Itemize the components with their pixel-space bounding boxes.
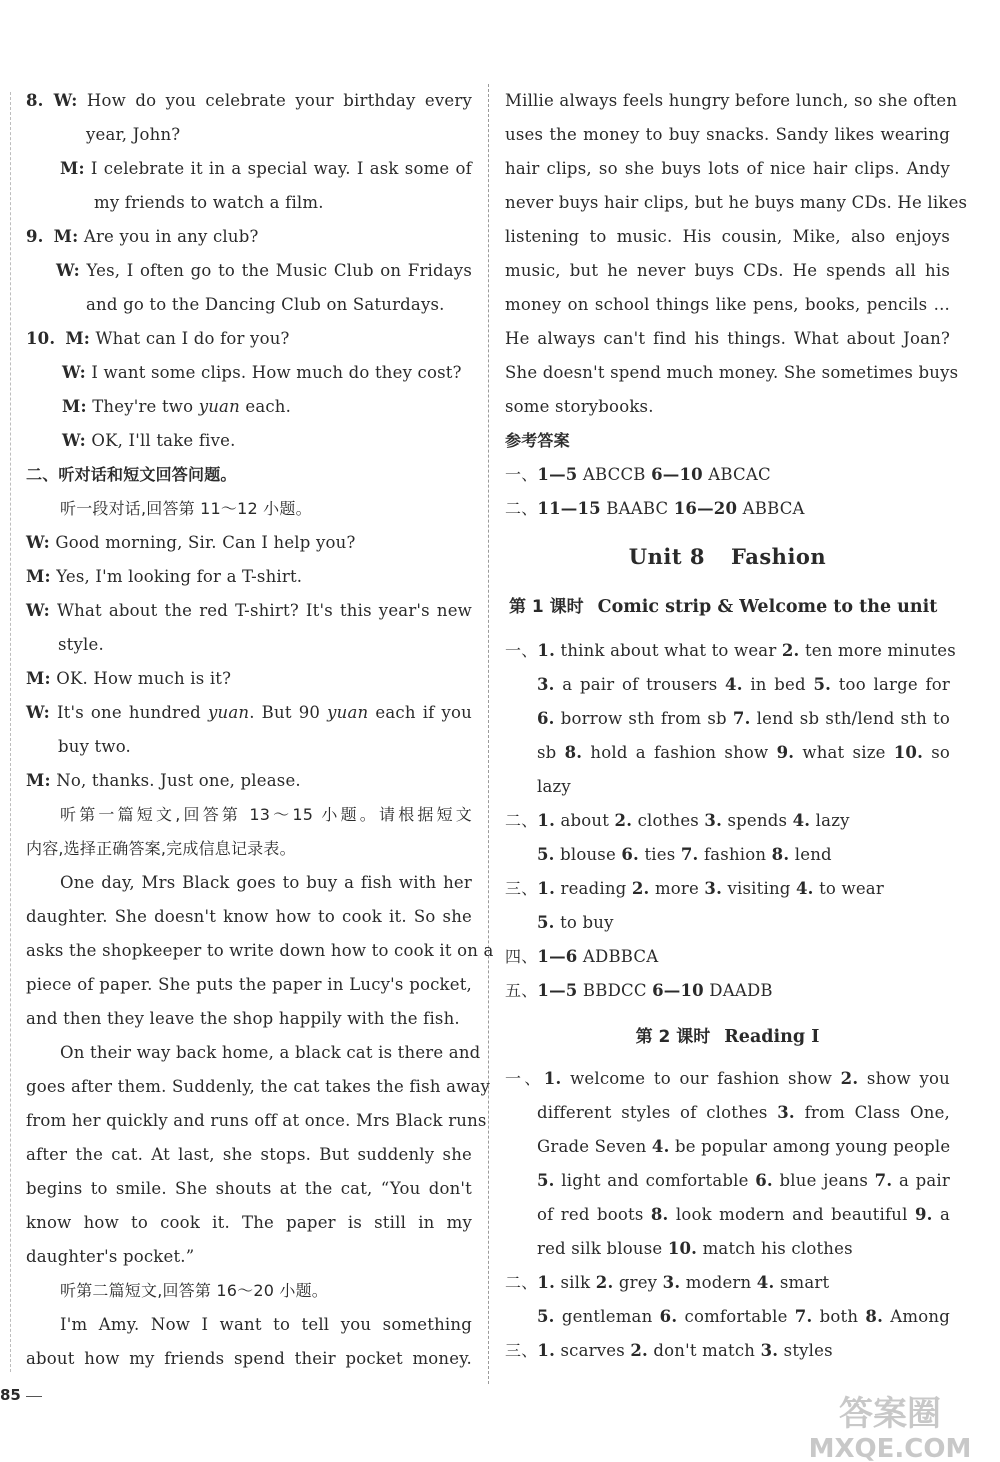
line-text: a pair of trousers — [554, 675, 726, 694]
unit-name: Fashion — [730, 544, 827, 569]
line-text: think about what to wear — [555, 641, 782, 660]
item-marker: 6. — [537, 709, 555, 728]
text-line — [26, 1104, 487, 1138]
text-line — [505, 1096, 950, 1130]
line-text: year, John? — [86, 125, 181, 144]
line-text: hold a fashion show — [582, 743, 777, 762]
text-line — [505, 322, 950, 356]
item-marker: 5. — [537, 1307, 555, 1326]
italic-text: yuan — [327, 703, 369, 722]
chinese-text: 一、 — [505, 641, 538, 660]
chinese-text: 五、 — [505, 981, 538, 1000]
item-marker: 1—6 — [537, 947, 578, 966]
text-line — [26, 390, 472, 424]
line-text: . But 90 — [249, 703, 328, 722]
line-text: Are you in any club? — [78, 227, 259, 246]
line-text: blouse — [554, 845, 622, 864]
line-text: smart — [774, 1273, 830, 1292]
item-marker: 6—10 — [651, 465, 703, 484]
item-marker: 3. — [704, 811, 723, 830]
line-text: DAADB — [703, 981, 773, 1000]
line-text: Yes, I'm looking for a T-shirt. — [50, 567, 303, 586]
line-text: and then they leave the shop happily with the fish. — [26, 1009, 460, 1028]
item-marker: 2. — [614, 811, 633, 830]
italic-text: yuan — [207, 703, 250, 722]
line-text: fashion — [698, 845, 772, 864]
text-line — [26, 458, 472, 492]
text-line — [505, 940, 950, 974]
line-text: buy two. — [58, 737, 131, 756]
line-text: show you — [858, 1069, 951, 1088]
text-line — [26, 662, 472, 696]
item-marker: 6. — [755, 1171, 773, 1190]
text-line — [505, 872, 950, 906]
text-line — [26, 220, 472, 254]
item-marker: 11—15 — [537, 499, 601, 518]
item-marker: 10. — [667, 1239, 698, 1258]
lesson-2-name: Reading Ⅰ — [724, 1027, 820, 1047]
item-marker: 1. — [537, 1273, 556, 1292]
line-text: spends — [722, 811, 793, 830]
line-text: piece of paper. She puts the paper in Lucy's pocket, — [26, 975, 472, 994]
right-column — [505, 84, 968, 1368]
chinese-text: 三、 — [505, 1341, 538, 1360]
text-line — [26, 322, 472, 356]
item-marker: W: — [56, 261, 80, 280]
item-marker: W: — [26, 601, 50, 620]
line-text: asks the shopkeeper to write down how to cook it on a — [26, 941, 494, 960]
line-text: welcome to our fashion show — [561, 1069, 841, 1088]
lesson-2-number: 第 2 课时 — [635, 1027, 711, 1047]
chinese-text: 听第二篇短文,回答第 16～20 小题。 — [60, 1281, 328, 1300]
line-text: ties — [639, 845, 681, 864]
item-marker: 7. — [874, 1171, 893, 1190]
line-text: ten more minutes — [799, 641, 956, 660]
line-text: They're two — [86, 397, 199, 416]
line-text: to buy — [554, 913, 614, 932]
line-text: my friends to watch a film. — [94, 193, 324, 212]
text-line — [26, 1206, 472, 1240]
chinese-text: 一、 — [505, 465, 538, 484]
lesson-1-answers — [505, 634, 956, 1008]
line-text: What can I do for you? — [90, 329, 290, 348]
text-line — [26, 866, 472, 900]
chinese-text: 参考答案 — [505, 431, 570, 450]
line-text: different styles of clothes — [537, 1103, 778, 1122]
line-text: to wear — [813, 879, 884, 898]
item-marker: 10. — [26, 329, 56, 348]
item-marker: 8. — [865, 1307, 884, 1326]
italic-text: yuan — [198, 397, 240, 416]
line-text: goes after them. Suddenly, the cat takes the fish away — [26, 1077, 491, 1096]
line-text: He always can't find his things. What about Joan? — [505, 329, 950, 348]
text-line — [26, 934, 494, 968]
line-text: ADBBCA — [577, 947, 659, 966]
line-text: lend — [789, 845, 832, 864]
text-line — [505, 1300, 950, 1334]
text-line — [505, 1164, 950, 1198]
line-text: I'm Amy. Now I want to tell you something — [60, 1315, 472, 1334]
line-text: gentleman — [554, 1307, 660, 1326]
page-number-dash — [26, 1396, 42, 1397]
line-text: lazy — [810, 811, 850, 830]
line-text: and go to the Dancing Club on Saturdays. — [86, 295, 445, 314]
text-line — [505, 1062, 950, 1096]
item-marker: W: — [53, 91, 78, 110]
lesson-2-answers — [505, 1062, 950, 1368]
item-marker: 1—5 — [537, 981, 578, 1000]
item-marker: 9. — [776, 743, 795, 762]
item-marker: 6. — [621, 845, 640, 864]
item-marker: 3. — [760, 1341, 779, 1360]
line-text: what size — [794, 743, 894, 762]
watermark-text-url: MXQE.COM — [808, 1434, 972, 1462]
watermark-text-cn: 答案圈 — [839, 1394, 941, 1434]
text-line — [505, 838, 950, 872]
lesson-1-name: Comic strip & Welcome to the unit — [597, 597, 938, 617]
line-text: silk — [555, 1273, 596, 1292]
item-marker: 3. — [537, 675, 555, 694]
chinese-text: 二、 — [505, 811, 538, 830]
chinese-text: 四、 — [505, 947, 538, 966]
text-line — [26, 288, 472, 322]
line-text: each if you — [368, 703, 472, 722]
text-line — [26, 424, 472, 458]
line-text: listening to music. His cousin, Mike, also enjoys — [505, 227, 950, 246]
item-marker: 10. — [893, 743, 924, 762]
line-text: No, thanks. Just one, please. — [50, 771, 301, 790]
item-marker: 6—10 — [652, 981, 704, 1000]
text-line — [26, 152, 472, 186]
text-line — [505, 804, 950, 838]
left-column — [26, 84, 494, 1376]
text-line — [505, 1130, 950, 1164]
line-text: each. — [239, 397, 292, 416]
line-text: style. — [58, 635, 104, 654]
line-text: grey — [613, 1273, 663, 1292]
line-text: music, but he never buys CDs. He spends all his — [505, 261, 950, 280]
text-line — [26, 730, 472, 764]
line-text: Millie always feels hungry before lunch, so she often — [505, 91, 958, 110]
line-text: after the cat. At last, she stops. But suddenly she — [26, 1145, 472, 1164]
text-line — [505, 702, 950, 736]
item-marker: 1. — [537, 1341, 556, 1360]
lesson-1-title — [509, 590, 950, 624]
margin-dashed-line — [10, 92, 12, 1372]
item-marker: 2. — [631, 879, 650, 898]
text-line — [505, 152, 950, 186]
text-line — [26, 628, 472, 662]
chinese-text: 听一段对话,回答第 11～12 小题。 — [60, 499, 312, 518]
line-text: ABCAC — [702, 465, 771, 484]
line-text: sb — [537, 743, 565, 762]
text-line — [505, 458, 950, 492]
text-line — [505, 770, 950, 804]
text-line — [26, 1138, 472, 1172]
line-text: What about the red T-shirt? It's this year's new — [49, 601, 472, 620]
text-line — [505, 492, 950, 526]
line-text: never buys hair clips, but he buys many CDs. He likes — [505, 193, 968, 212]
item-marker: 6. — [659, 1307, 678, 1326]
item-marker: M: — [53, 227, 79, 246]
text-line — [505, 288, 950, 322]
text-line — [26, 832, 472, 866]
item-marker: 1. — [537, 641, 556, 660]
text-line — [26, 764, 472, 798]
text-line — [505, 634, 956, 668]
line-text: know how to cook it. The paper is still in my — [26, 1213, 472, 1232]
item-marker: M: — [60, 159, 85, 178]
line-text: lazy — [537, 777, 571, 796]
text-line — [505, 254, 950, 288]
line-text: about — [555, 811, 615, 830]
line-text: some storybooks. — [505, 397, 654, 416]
chinese-text: 一、 — [505, 1069, 544, 1088]
item-marker: 3. — [662, 1273, 681, 1292]
text-line — [505, 736, 950, 770]
line-text: borrow sth from sb — [554, 709, 733, 728]
item-marker: 4. — [792, 811, 811, 830]
line-text: I want some clips. How much do they cost? — [85, 363, 462, 382]
text-line — [505, 424, 950, 458]
line-text: red silk blouse — [537, 1239, 668, 1258]
page-number: 85 — [0, 1386, 21, 1404]
line-text: BBDCC — [577, 981, 653, 1000]
line-text: Yes, I often go to the Music Club on Fridays — [79, 261, 472, 280]
item-marker: 7. — [794, 1307, 813, 1326]
text-line — [505, 390, 950, 424]
line-text: from Class One, — [794, 1103, 951, 1122]
text-line — [505, 1266, 950, 1300]
unit-number: Unit 8 — [628, 544, 705, 569]
item-marker: 4. — [725, 675, 743, 694]
item-marker: 2. — [781, 641, 800, 660]
line-text: look modern and beautiful — [668, 1205, 915, 1224]
item-marker: 9. — [26, 227, 44, 246]
text-line — [505, 356, 959, 390]
item-marker: 8. — [650, 1205, 669, 1224]
line-text: I celebrate it in a special way. I ask some of — [84, 159, 472, 178]
line-text: Good morning, Sir. Can I help you? — [49, 533, 356, 552]
text-line — [26, 118, 472, 152]
item-marker: 4. — [651, 1137, 670, 1156]
text-line — [505, 84, 958, 118]
line-text: clothes — [632, 811, 705, 830]
lesson-1-number: 第 1 课时 — [509, 597, 584, 617]
item-marker: 2. — [630, 1341, 648, 1360]
item-marker: 8. — [564, 743, 583, 762]
line-text: modern — [680, 1273, 757, 1292]
text-line — [26, 526, 472, 560]
chinese-text: 二、 — [505, 499, 538, 518]
chinese-text: 内容,选择正确答案,完成信息记录表。 — [26, 839, 296, 858]
line-text: a pair — [892, 1171, 950, 1190]
line-text: hair clips, so she buys lots of nice hair clips. Andy — [505, 159, 950, 178]
chinese-text: 听第一篇短文,回答第 13～15 小题。请根据短文 — [60, 805, 472, 824]
item-marker: W: — [26, 533, 50, 552]
item-marker: 5. — [537, 1171, 555, 1190]
item-marker: 7. — [680, 845, 699, 864]
line-text: OK. How much is it? — [50, 669, 232, 688]
item-marker: 5. — [813, 675, 832, 694]
chinese-text: 三、 — [505, 879, 538, 898]
text-line — [505, 1198, 950, 1232]
item-marker: W: — [62, 363, 86, 382]
item-marker: 8. — [771, 845, 790, 864]
line-text: both — [812, 1307, 866, 1326]
line-text: be popular among young people — [669, 1137, 951, 1156]
line-text: daughter's pocket.” — [26, 1247, 195, 1266]
line-text: OK, I'll take five. — [85, 431, 236, 450]
item-marker: 9. — [914, 1205, 933, 1224]
line-text: comfortable — [677, 1307, 795, 1326]
line-text: ABCCB — [577, 465, 652, 484]
line-text: She doesn't spend much money. She sometimes buys — [505, 363, 959, 382]
item-marker: 1. — [537, 811, 556, 830]
item-marker: 2. — [595, 1273, 614, 1292]
line-text: visiting — [722, 879, 796, 898]
text-line — [505, 906, 950, 940]
item-marker: 16—20 — [673, 499, 738, 518]
item-marker: 4. — [796, 879, 814, 898]
item-marker: 7. — [732, 709, 751, 728]
item-marker: 1—5 — [537, 465, 578, 484]
line-text: begins to smile. She shouts at the cat, “You don't — [26, 1179, 472, 1198]
text-line — [26, 84, 472, 118]
text-line — [26, 492, 472, 526]
line-text: Grade Seven — [537, 1137, 652, 1156]
item-marker: 8. — [26, 91, 44, 110]
text-line — [26, 254, 472, 288]
text-line — [26, 594, 472, 628]
text-line — [505, 220, 950, 254]
item-marker: W: — [62, 431, 86, 450]
text-line — [26, 900, 472, 934]
line-text: blue jeans — [772, 1171, 875, 1190]
item-marker: 5. — [537, 913, 555, 932]
text-line — [26, 1342, 472, 1376]
watermark-logo — [800, 1385, 980, 1462]
text-line — [26, 696, 472, 730]
text-line — [26, 1172, 472, 1206]
column-divider — [488, 84, 490, 1384]
item-marker: 3. — [777, 1103, 795, 1122]
text-line — [26, 186, 472, 220]
line-text: Among — [883, 1307, 950, 1326]
line-text: too large for — [831, 675, 950, 694]
item-marker: 1. — [543, 1069, 562, 1088]
line-text: in bed — [742, 675, 814, 694]
text-line — [26, 1240, 472, 1274]
line-text: so — [923, 743, 951, 762]
chinese-text: 二、听对话和短文回答问题。 — [26, 465, 237, 484]
text-line — [505, 118, 950, 152]
line-text: a — [932, 1205, 950, 1224]
text-line — [26, 1308, 472, 1342]
item-marker: 2. — [840, 1069, 859, 1088]
line-text: One day, Mrs Black goes to buy a fish with her — [60, 873, 472, 892]
line-text: lend sb sth/lend sth to — [750, 709, 950, 728]
item-marker: M: — [26, 771, 51, 790]
line-text: don't match — [647, 1341, 761, 1360]
unit-title — [505, 540, 950, 574]
line-text: match his clothes — [697, 1239, 853, 1258]
line-text: scarves — [555, 1341, 631, 1360]
item-marker: 5. — [537, 845, 555, 864]
line-text: money on school things like pens, books, pencils ... — [505, 295, 950, 314]
lesson-2-title — [505, 1020, 950, 1054]
text-line — [505, 1232, 950, 1266]
line-text: light and comfortable — [554, 1171, 756, 1190]
item-marker: M: — [65, 329, 91, 348]
line-text: more — [649, 879, 705, 898]
chinese-text: 二、 — [505, 1273, 538, 1292]
item-marker: W: — [26, 703, 50, 722]
item-marker: M: — [26, 567, 51, 586]
line-text: BAABC — [600, 499, 674, 518]
line-text: It's one hundred — [49, 703, 208, 722]
text-line — [26, 1036, 481, 1070]
line-text: about how my friends spend their pocket money. — [26, 1349, 472, 1368]
listening-passage-continued — [505, 84, 968, 526]
item-marker: 4. — [756, 1273, 775, 1292]
text-line — [26, 560, 472, 594]
text-line — [26, 968, 472, 1002]
line-text: styles — [778, 1341, 833, 1360]
line-text: of red boots — [537, 1205, 651, 1224]
line-text: ABBCA — [737, 499, 805, 518]
item-marker: 1. — [537, 879, 556, 898]
item-marker: 3. — [704, 879, 723, 898]
text-line — [26, 1002, 472, 1036]
line-text: On their way back home, a black cat is there and — [60, 1043, 481, 1062]
item-marker: M: — [26, 669, 51, 688]
line-text: uses the money to buy snacks. Sandy likes wearing — [505, 125, 950, 144]
line-text: daughter. She doesn't know how to cook it. So she — [26, 907, 472, 926]
text-line — [26, 1274, 472, 1308]
text-line — [26, 798, 472, 832]
text-line — [505, 186, 968, 220]
text-line — [26, 1070, 491, 1104]
line-text: reading — [555, 879, 632, 898]
text-line — [505, 668, 950, 702]
text-line — [26, 356, 472, 390]
text-line — [505, 974, 950, 1008]
left-text-block — [26, 84, 494, 1376]
line-text: How do you celebrate your birthday every — [77, 91, 472, 110]
text-line — [505, 1334, 950, 1368]
line-text: from her quickly and runs off at once. Mrs Black runs — [26, 1111, 487, 1130]
item-marker: M: — [62, 397, 87, 416]
